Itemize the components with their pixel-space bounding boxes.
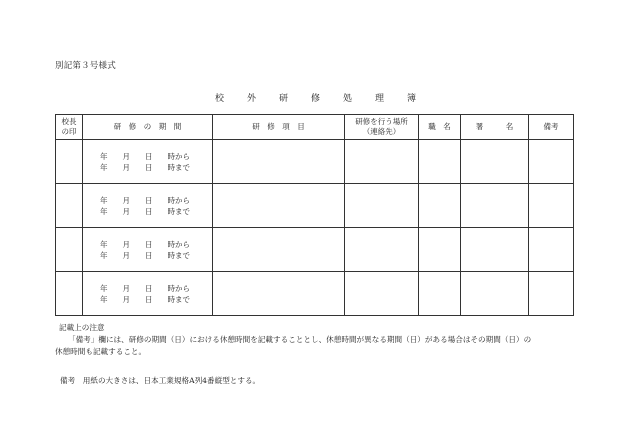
position-cell[interactable] [419,228,461,272]
signature-cell[interactable] [461,184,529,228]
remarks-cell[interactable] [529,140,574,184]
table-header-row [56,115,574,140]
seal-cell[interactable] [56,228,83,272]
item-cell[interactable] [213,272,345,316]
header-period: 研 修 の 期 間 [83,115,213,140]
seal-cell[interactable] [56,140,83,184]
header-place [345,115,419,140]
header-place-line2: （連絡先） [362,127,401,136]
notes-body [55,334,580,358]
paper-size-remark: 備考 用紙の大きさは、日本工業規格A列4番縦型とする。 [60,376,261,385]
table-row [56,272,574,316]
item-cell[interactable] [213,140,345,184]
header-remarks: 備考 [529,115,574,140]
position-cell[interactable] [419,272,461,316]
position-cell[interactable] [419,184,461,228]
period-to: 年 月 日 時まで [100,250,190,260]
place-cell[interactable] [345,272,419,316]
period-to: 年 月 日 時まで [100,294,190,304]
place-cell[interactable] [345,184,419,228]
period-cell[interactable] [83,140,213,184]
header-item: 研 修 項 目 [213,115,345,140]
period-to: 年 月 日 時まで [100,206,190,216]
header-place-line1: 研修を行う場所 [355,117,408,126]
document-title: 校 外 研 修 処 理 簿 [214,94,423,104]
header-principal-seal [56,115,83,140]
period-cell[interactable] [83,272,213,316]
form-number: 別記第３号様式 [55,61,116,71]
remarks-cell[interactable] [529,184,574,228]
table-row [56,228,574,272]
remarks-cell[interactable] [529,272,574,316]
period-cell[interactable] [83,228,213,272]
header-position: 職 名 [419,115,461,140]
header-signature: 署 名 [461,115,529,140]
period-from: 年 月 日 時から [100,151,190,161]
header-principal-seal-line2: の印 [61,127,77,136]
position-cell[interactable] [419,140,461,184]
place-cell[interactable] [345,228,419,272]
table-row [56,184,574,228]
signature-cell[interactable] [461,272,529,316]
notes-heading: 記載上の注意 [59,323,105,332]
period-cell[interactable] [83,184,213,228]
period-from: 年 月 日 時から [100,195,190,205]
period-from: 年 月 日 時から [100,283,190,293]
seal-cell[interactable] [56,272,83,316]
signature-cell[interactable] [461,140,529,184]
item-cell[interactable] [213,184,345,228]
signature-cell[interactable] [461,228,529,272]
period-from: 年 月 日 時から [100,239,190,249]
item-cell[interactable] [213,228,345,272]
training-ledger-table [55,114,574,316]
table-row [56,140,574,184]
notes-body-line1: 「備考」欄には、研修の期間（日）における休憩時間を記載することとし、休憩時間が異なる期間（日）がある場合はその期間（日）の [68,335,532,344]
remarks-cell[interactable] [529,228,574,272]
notes-body-line2: 休憩時間も記載すること。 [55,347,147,356]
period-to: 年 月 日 時まで [100,162,190,172]
place-cell[interactable] [345,140,419,184]
entry-notes [55,322,580,358]
header-principal-seal-line1: 校長 [61,117,77,126]
seal-cell[interactable] [56,184,83,228]
